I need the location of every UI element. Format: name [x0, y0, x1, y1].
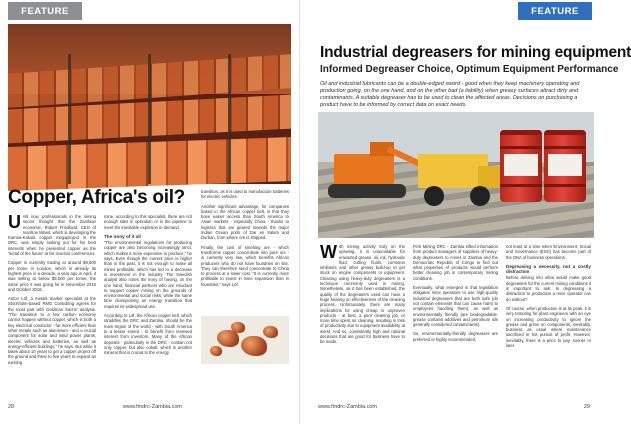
- paragraph: Of course, when production is at its peak, it is very tempting for plant engineers with an eye on increasing productivity to ignore the grease and grime on components, inevitably, business as usual where maintenance sacrificed in hot pursuit of profit. However, inevitably, there is a price to pay, sooner or later.: [506, 305, 591, 349]
- feature-tab-left: FEATURE: [8, 2, 82, 20]
- paragraph: Another significant advantage, for companies based in the African copper belt, is that they have easier access than South America to Asian markets - especially China - thanks to logistics that are geared towards the major Indian Ocean ports of Dar es Salam and Durban, from where ore is shipped.: [201, 203, 289, 241]
- right-page: [300, 0, 631, 424]
- paragraph: ntil now, professionals in the mining sector thought that the Zambian economic, Robert Friedland, CEO of Ivanhoe Mines, which is developing the Kamoa-Kakula copper megaproject in the DRC, was simply looking out for his best interests when he presented copper as the 'metal of the future' at his investor conferences.: [8, 214, 96, 257]
- page-number-left: 28: [8, 404, 15, 410]
- paragraph: ith mining activity truly on the upswing, it is unavoidable for unwanted grease, oil, ink, hydraulic fluid, cutting fluids, corrosion inhibitors and other greasy build-up to get stuck on engine components or equipment. Cleaning using heavy-duty degreasers is a technique commonly used in mining. Nonetheless, as it has been established, the quality of the degreasers used can have a huge bearing on effectiveness of the cleaning process. Unfortunately, there are many implications for using cheap or unproven products - at best, a poor cleaning job, or more time spent on cleaning, resulting in loss of productivity due to equipment availability at worst. And so, consistently high and rational decisions that are good for business have to be made.: [320, 244, 405, 345]
- paragraph: transition, as it is used to manufacture batteries for electric vehicles.: [201, 189, 289, 200]
- dropcap-right: W: [320, 242, 337, 262]
- article-title-left: Copper, Africa's oil?: [8, 187, 185, 208]
- text-column-a: [8, 214, 96, 369]
- text-column-d: [320, 244, 405, 349]
- page-number-right: 29: [583, 404, 590, 410]
- subheading: The irony of it all: [104, 233, 141, 239]
- paragraph: Copper is currently trading at around $9,500 per tonne in London, which is already its highest price in a decade, a year ago in April, it was selling at below $5,000 per tonne, the same price it was going for in November 2015 and October 2016.: [8, 260, 96, 292]
- mining-equipment-photo: [318, 112, 594, 238]
- paragraph: Before delving into what would make good degreasers for the current mining conditions it is important to ask: Is degreasing a distraction to production a mine operator can do without?: [506, 275, 591, 302]
- text-column-f: [506, 244, 591, 352]
- website-url-right[interactable]: www.fmdrc-Zambia.com: [318, 404, 377, 410]
- degreaser-drum: [544, 130, 586, 202]
- copper-nuggets-photo: [201, 316, 289, 364]
- article-subtitle: Informed Degreaser Choice, Optimum Equipment Performance: [320, 64, 619, 75]
- text-column-b: [104, 214, 192, 359]
- text-column-c: [201, 189, 289, 291]
- paragraph: Eventually, what emerged is that legislation obligates mine operators to use high-quality industrial degreasers that are both safe (do not contain elements that can cause harm to employees handling them), as well as environmentally friendly (are biodegradable, grease contains additives and petroleum oils generally considered contaminants).: [413, 285, 498, 328]
- paragraph: not least at a time when Environment, Social and Governance (ESG) has become part of the DNA of business operations.: [506, 244, 591, 260]
- excavator-illustration: [322, 134, 418, 204]
- subheading: Degreasing a necessity, not a costly distraction: [506, 263, 591, 275]
- paragraph: According to Löf, the African copper belt, which straddles the DRC and Zambia, should be the main region of the world - with South America to a lesser extent - to benefit from renewed interest from investors. Many of the African deposits - particularly in the DRC - contain not only copper, but also cobalt, which is another mineral that is crucial to the energy: [104, 313, 192, 356]
- article-title-right: Industrial degreasers for mining equipment: [320, 44, 631, 61]
- paragraph: Anton Löf, a metals market specialist at the Stockholm-based RMG Consulting agrees for the most part with Goldman Sachs' analysis. "The transition to a low carbon economy cannot happen without copper, which is both a key electrical conductor - far more efficient than other metals such as aluminium - and a crucial component for solar and wind power plants, electric vehicles and batteries, as well as energy-efficient buildings," he says. But while it takes about 10 years to get a copper project off the ground and three to five years to expand an existing: [8, 296, 96, 365]
- website-url-left[interactable]: www.fmdrc-Zambia.com: [123, 404, 182, 410]
- text-column-e: [413, 244, 498, 346]
- copper-cathodes-photo: [8, 24, 291, 184]
- dropcap-left: U: [8, 212, 21, 232]
- article-intro: Oil and industrial lubricants can be a double-edged sword - good when they keep machinery operating and production going, on the one hand, and on the other bad (a liability) when greasy surfaces attract dirty and contaminants. A suitable degreaser has to be used to clean the affected areas. Decisions on purchasing a product have to be informed by correct data on exact needs.: [320, 81, 580, 108]
- degreaser-drum: [500, 130, 542, 202]
- paragraph: So, environmentally-friendly degreasers are preferred or highly recommended,: [413, 331, 498, 342]
- feature-tab-right: FEATURE: [518, 2, 592, 20]
- paragraph: mine, according to this specialist, there are not enough sites in operation or in the pipeline to meet the inevitable explosion in demand.: [104, 214, 192, 230]
- paragraph: "The environmental regulations for producing copper are also becoming increasingly strict, which makes it more expensive to produce," he says. Even though the current price is higher than in the past, it is not enough to make all mines profitable, which has led to a decrease in investment in the industry. The Swedish analyst also notes the irony of having, on the one hand, financial partners who are reluctant to support copper mining on the grounds of environmental and social risks, while the same time championing an energy transition that requires its widespread use.: [104, 240, 192, 309]
- paragraph: First Mining DRC - Zambia sifted information from product managers of suppliers of heavy-duty degreasers to mines in Zambia and the Democratic Republic of Congo to find out what properties of products would perform better cleaning job in contemporary mining conditions.: [413, 244, 498, 281]
- paragraph: Finally, the cost of smelting ore - which transforms copper concentrate into pure ore - is currently very low, which benefits African producers who do not have foundries on site. They can therefore send concentrate to China to process at a lower cost. "It is currently more profitable to invest in mine expansion than in foundries," says Löf.: [201, 244, 289, 287]
- haul-truck-illustration: [418, 154, 508, 210]
- left-page: [0, 0, 300, 424]
